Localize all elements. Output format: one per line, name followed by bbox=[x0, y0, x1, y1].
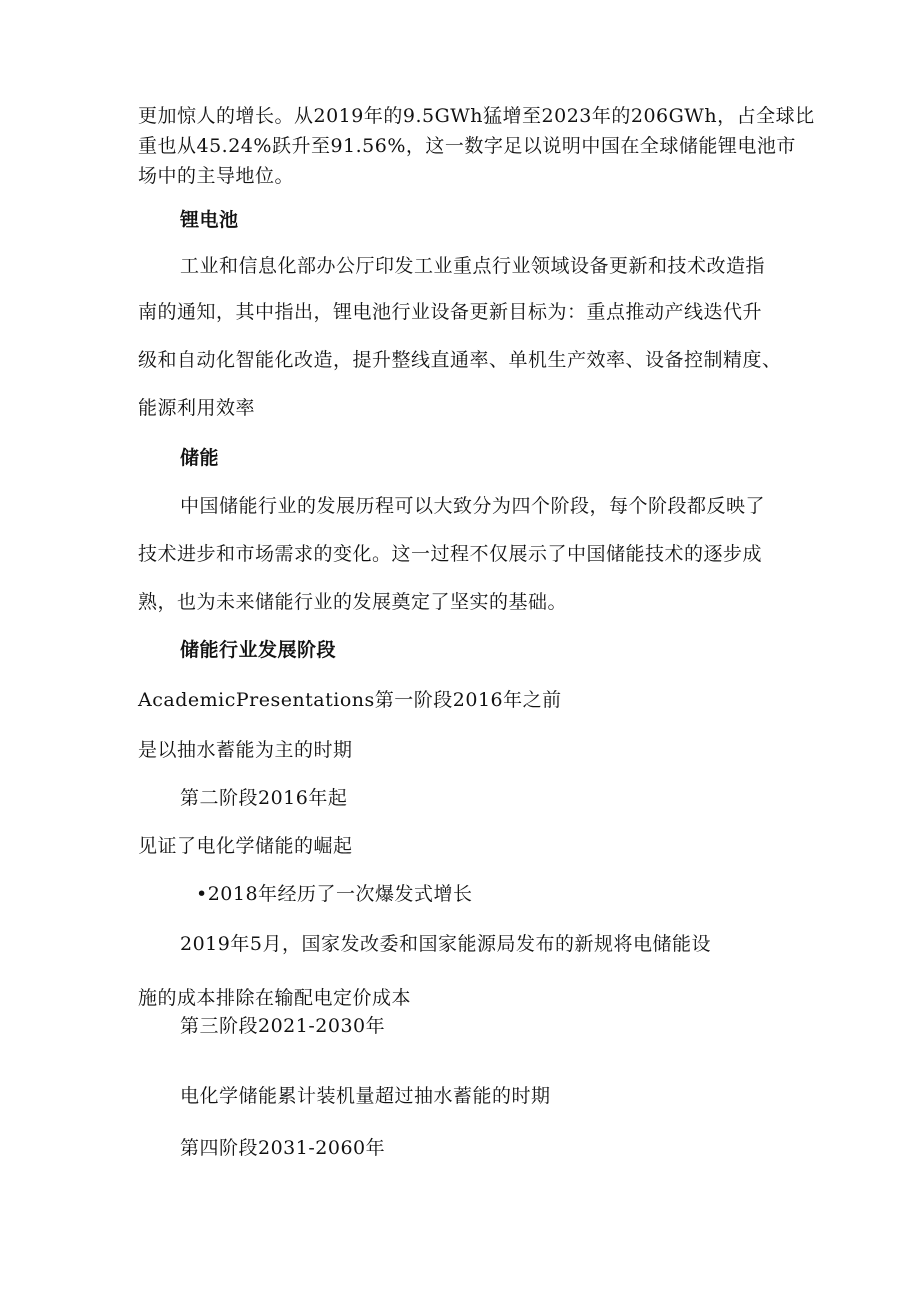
stage2-policy-line-2: 施的成本排除在输配电定价成本 bbox=[138, 987, 412, 1009]
stage2-title: 第二阶段2016年起 bbox=[180, 787, 348, 809]
lithium-line-1: 工业和信息化部办公厅印发工业重点行业领域设备更新和技术改造指 bbox=[180, 255, 766, 277]
stage2-policy-line-1: 2019年5月，国家发改委和国家能源局发布的新规将电储能设 bbox=[180, 933, 711, 955]
stages-heading: 储能行业发展阶段 bbox=[180, 639, 337, 661]
stage2-bullet: •2018年经历了一次爆发式增长 bbox=[196, 883, 473, 905]
lithium-line-4: 能源利用效率 bbox=[138, 397, 256, 419]
stage1-title: AcademicPresentations第一阶段2016年之前 bbox=[138, 689, 562, 711]
stage1-desc: 是以抽水蓄能为主的时期 bbox=[138, 739, 353, 761]
intro-line-1: 更加惊人的增长。从2019年的9.5GWh猛增至2023年的206GWh，占全球比 bbox=[138, 105, 815, 127]
lithium-heading: 锂电池 bbox=[180, 209, 239, 231]
storage-line-2: 技术进步和市场需求的变化。这一过程不仅展示了中国储能技术的逐步成 bbox=[138, 543, 763, 565]
stage3-title: 第三阶段2021-2030年 bbox=[180, 1015, 386, 1037]
intro-line-3: 场中的主导地位。 bbox=[138, 165, 295, 187]
stage3-desc: 电化学储能累计装机量超过抽水蓄能的时期 bbox=[180, 1085, 551, 1107]
storage-line-3: 熟，也为未来储能行业的发展奠定了坚实的基础。 bbox=[138, 591, 568, 613]
stage4-title: 第四阶段2031-2060年 bbox=[180, 1137, 386, 1159]
storage-heading: 储能 bbox=[180, 447, 220, 469]
lithium-line-3: 级和自动化智能化改造，提升整线直通率、单机生产效率、设备控制精度、 bbox=[138, 349, 782, 371]
storage-line-1: 中国储能行业的发展历程可以大致分为四个阶段，每个阶段都反映了 bbox=[180, 495, 766, 517]
lithium-line-2: 南的通知，其中指出，锂电池行业设备更新目标为：重点推动产线迭代升 bbox=[138, 301, 763, 323]
stage2-desc: 见证了电化学储能的崛起 bbox=[138, 835, 353, 857]
intro-line-2: 重也从45.24%跃升至91.56%，这一数字足以说明中国在全球储能锂电池市 bbox=[138, 135, 796, 157]
